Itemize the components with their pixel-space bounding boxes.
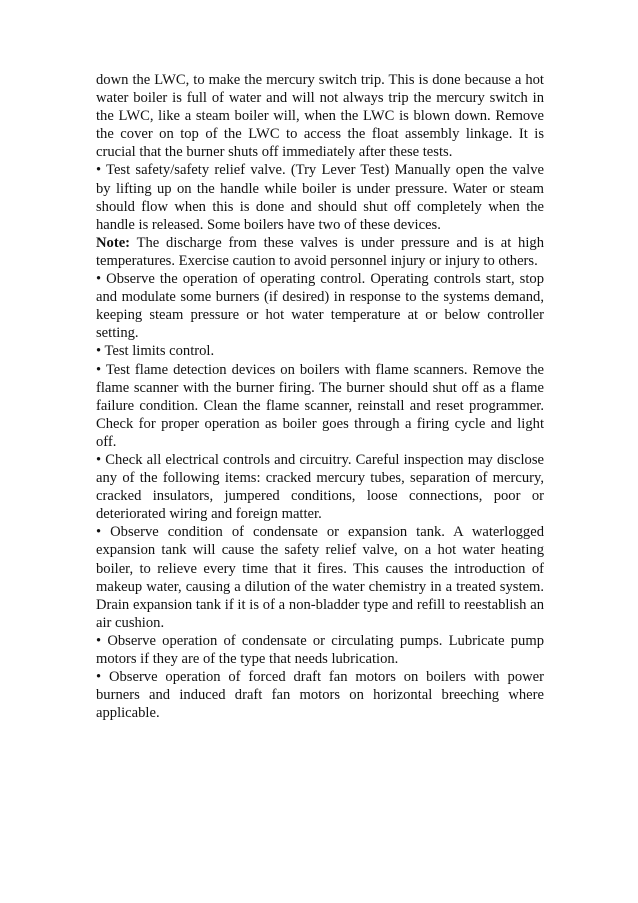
paragraph-safety-relief-valve: • Test safety/safety relief valve. (Try Lever Test) Manually open the valve by lifting up on the handle while boiler is under pressure. Water or steam should flow when this is done and should shut off completely when the handle is released. Some boilers have two of these devices. <box>96 162 544 233</box>
paragraph-electrical-controls: • Check all electrical controls and circuitry. Careful inspection may disclose any of the following items: cracked mercury tubes, separation of mercury, cracked insulators, jumpered conditions, loose connections, poor or deteriorated wiring and foreign matter. <box>96 451 544 523</box>
paragraph-limits-control: • Test limits control. <box>96 343 215 360</box>
paragraph-circulating-pumps: • Observe operation of condensate or circulating pumps. Lubricate pump motors if they are of the type that needs lubrication. <box>96 632 544 667</box>
note-text: The discharge from these valves is under pressure and is at high temperatures. Exercise caution to avoid personnel injury or injury to others. <box>96 234 544 269</box>
body-text <box>96 71 544 722</box>
paragraph-expansion-tank: • Observe condition of condensate or expansion tank. A waterlogged expansion tank will cause the safety relief valve, on a hot water heating boiler, to relieve every time that it fires. This causes the introduction of makeup water, causing a dilution of the water chemistry in a treated system. Drain expansion tank if it is of a non-bladder type and refill to reestablish an air cushion. <box>96 524 544 631</box>
paragraph-operating-control: • Observe the operation of operating control. Operating controls start, stop and modulate some burners (if desired) in response to the systems demand, keeping steam pressure or hot water temperature at or below controller setting. <box>96 271 544 342</box>
note-paragraph <box>96 234 544 270</box>
paragraph-lwc-test: down the LWC, to make the mercury switch trip. This is done because a hot water boiler is full of water and will not always trip the mercury switch in the LWC, like a steam boiler will, when the LWC is blown down. Remove the cover on top of the LWC to access the float assembly linkage. It is crucial that the burner shuts off immediately after these tests. <box>96 72 544 161</box>
paragraph-draft-fan-motors: • Observe operation of forced draft fan motors on boilers with power burners and induced draft fan motors on horizontal breeching where applicable. <box>96 669 544 722</box>
paragraph-flame-detection: • Test flame detection devices on boilers with flame scanners. Remove the flame scanner with the burner firing. The burner should shut off as a flame failure condition. Clean the flame scanner, reinstall and reset programmer. Check for proper operation as boiler goes through a firing cycle and light off. <box>96 361 544 450</box>
note-label: Note: <box>96 234 131 251</box>
